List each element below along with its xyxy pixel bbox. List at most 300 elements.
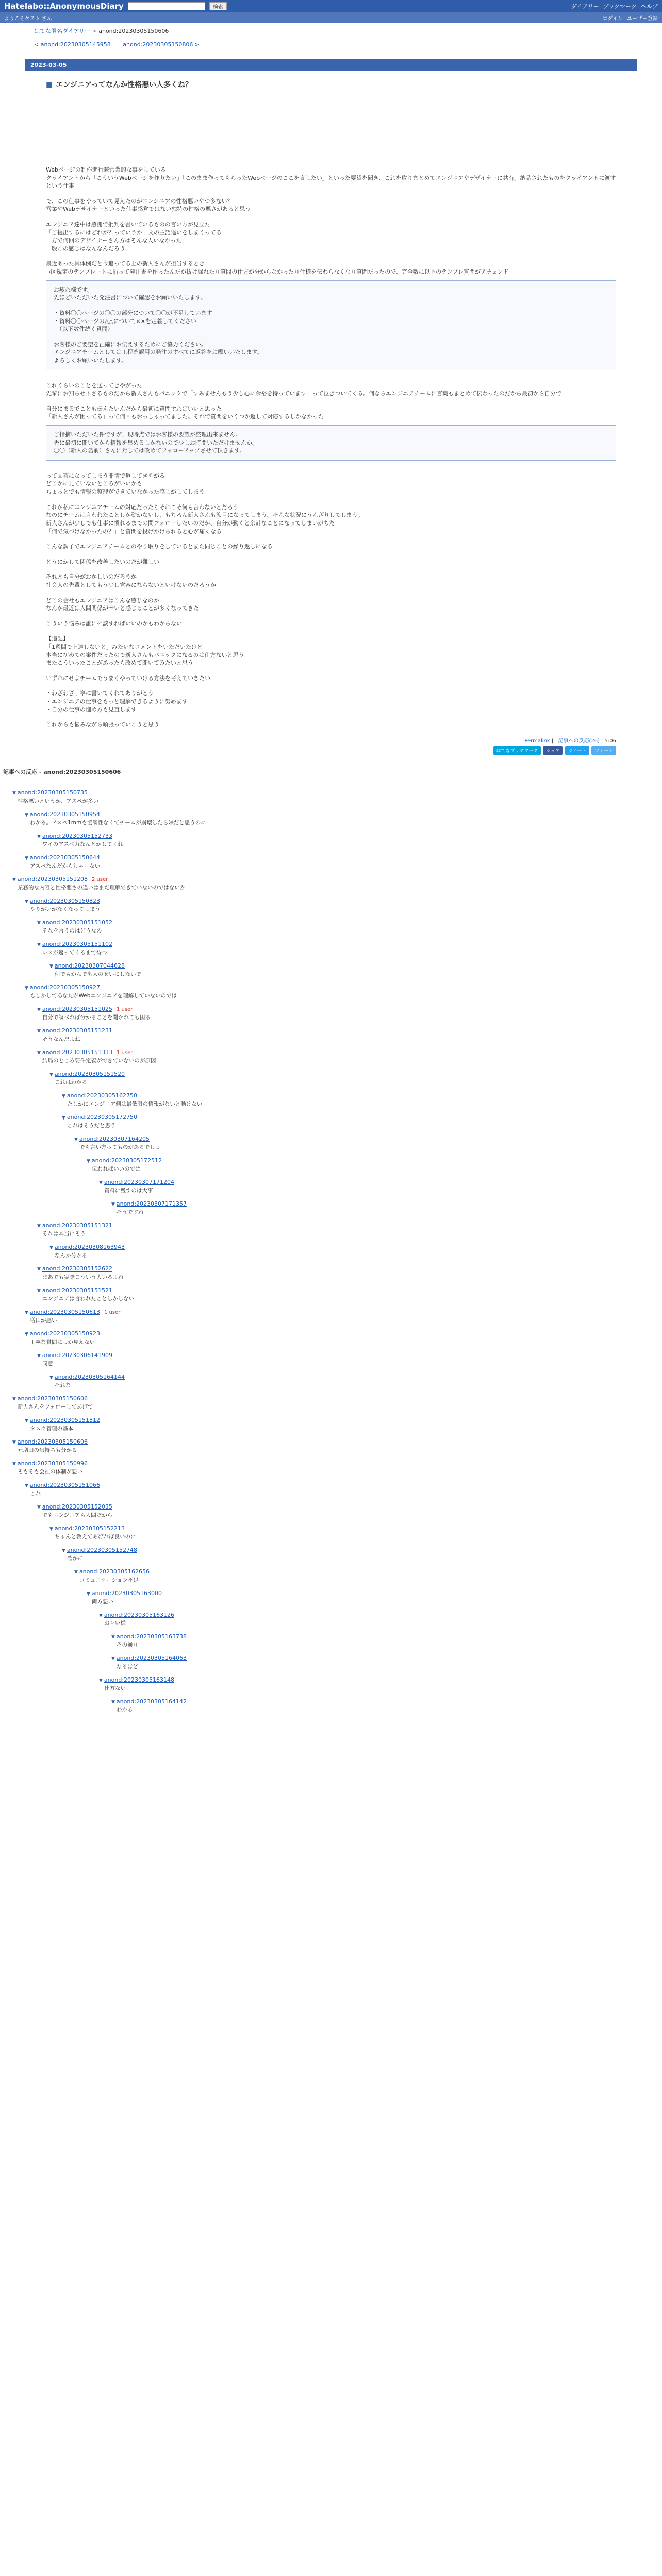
collapse-triangle-icon[interactable]: ▼ — [37, 834, 41, 839]
collapse-triangle-icon[interactable]: ▼ — [37, 942, 41, 947]
comment — [37, 1351, 659, 1368]
comment-link[interactable]: anond:20230305151066 — [29, 1481, 101, 1488]
site-logo[interactable]: Hatelabo::AnonymousDiary — [4, 2, 124, 11]
comment-link[interactable]: anond:20230305151231 — [42, 1027, 113, 1034]
comment-body: そもそも会社の体制が悪い — [18, 1468, 82, 1475]
comment-link[interactable]: anond:20230305150644 — [29, 854, 101, 861]
comment-header — [12, 1395, 659, 1403]
comment-link[interactable]: anond:20230305150927 — [29, 984, 101, 991]
comment-header — [37, 940, 659, 949]
entry-paragraph: 先輩にお知らせ下さるものだから新人さんもパニックで「すみませんもう少し心に余裕を持っています」って泣きついてくる。何ならエンジニアチームに言葉もまとめて伝わったのだから最初から自分で — [46, 390, 561, 397]
entry-paragraph — [46, 613, 616, 620]
entry-paragraph: ・エンジニアの仕事をもっと理解できるように努めます — [46, 698, 188, 705]
entry-paragraph: エンジニア達中は感謝で批判を書いているものの言い方が見立た — [46, 221, 210, 228]
entry-paragraph: 「1週間で上達しないと」みたいなコメントをいただいたけど — [46, 643, 203, 650]
comment-link[interactable]: anond:20230305164063 — [116, 1654, 187, 1662]
comment-link[interactable]: anond:20230305150923 — [29, 1330, 101, 1337]
comment-body: 同意 — [42, 1360, 53, 1367]
comment-link[interactable]: anond:20230305151333 — [42, 1048, 113, 1056]
comment-header — [62, 1546, 659, 1555]
collapse-triangle-icon[interactable]: ▼ — [49, 1375, 53, 1380]
global-header — [0, 0, 662, 12]
comment-header — [74, 1135, 659, 1144]
comment-body: そうなんだよね — [42, 1036, 80, 1042]
collapse-triangle-icon[interactable]: ▼ — [111, 1201, 115, 1207]
collapse-triangle-icon[interactable]: ▼ — [25, 1331, 28, 1337]
permalink[interactable]: Permalink — [524, 738, 550, 744]
entry-paragraph — [46, 551, 616, 558]
reactions-link[interactable]: 記事への反応(26) — [558, 738, 600, 744]
comment-header — [12, 875, 659, 884]
comment-body: なんか分かる — [55, 1252, 87, 1259]
comment-header — [25, 1481, 659, 1490]
entry-paragraph — [46, 213, 616, 221]
collapse-triangle-icon[interactable]: ▼ — [49, 1072, 53, 1077]
collapse-triangle-icon[interactable]: ▼ — [111, 1634, 115, 1640]
collapse-triangle-icon[interactable]: ▼ — [62, 1548, 65, 1553]
entry-paragraph: 最近あった具体例だと今追ってる上の新人さんが担当するとき — [46, 260, 205, 267]
comment — [111, 1200, 659, 1216]
comment-header — [111, 1654, 659, 1663]
comment-link[interactable]: anond:20230305150606 — [17, 1438, 88, 1445]
entry-title — [46, 79, 616, 90]
comment-header — [25, 984, 659, 992]
comment-body: ワイのアスペ力なんとかしてくれ — [42, 841, 123, 848]
entry-paragraph: どこかに見ていないところがいいかも — [46, 480, 142, 487]
comment-body: その通り — [117, 1641, 138, 1648]
entry-text — [46, 166, 616, 729]
comment-body: コミュニケーション不足 — [79, 1577, 139, 1583]
entry-paragraph: 自分にまるでことも伝えたいんだから最初に質問すればいいと思った — [46, 405, 222, 412]
entry-paragraph: →区規定のテンプレートに沿って発注書を作ったんだが抜け漏れたり質問の仕方が分からなかったり仕様を伝わらなくなり質問だったので、完全数に以下のテンプレ質問がアチェンド — [46, 268, 509, 276]
entry-paragraph: ちょっとでも情報の整理ができていなかった感じがしてしまう — [46, 488, 205, 496]
comment-body: 自分で調べれば分かることを聞かれても困る — [42, 1014, 151, 1021]
hatena-bookmark-button[interactable]: はてなブックマーク — [493, 746, 541, 755]
search-input[interactable] — [128, 2, 205, 10]
collapse-triangle-icon[interactable]: ▼ — [25, 855, 28, 861]
quote-line: エンジニアチームとしては工程確認用の発注のすべてに返答をお願いいたします。 — [54, 349, 263, 356]
comment — [49, 1070, 659, 1087]
entry-paragraph: って回答になってしまう非情で返してきやがる — [46, 472, 165, 479]
collapse-triangle-icon[interactable]: ▼ — [12, 1461, 16, 1467]
comment-body: 仕方ない — [104, 1685, 126, 1691]
comment-header — [37, 919, 659, 927]
collapse-triangle-icon[interactable]: ▼ — [25, 1483, 28, 1488]
comment-header — [37, 1286, 659, 1295]
entry-paragraph — [46, 667, 616, 674]
comment — [74, 1135, 659, 1151]
comment-body: 丁寧な質問にしか見えない — [30, 1338, 95, 1345]
comment-header — [87, 1157, 659, 1165]
comment-body: わかる — [117, 1706, 133, 1713]
collapse-triangle-icon[interactable]: ▼ — [49, 963, 53, 969]
comment — [99, 1178, 659, 1195]
tweet-button[interactable]: ツイート — [565, 746, 590, 755]
comment-body: まあでも実際こういう人いるよね — [42, 1274, 124, 1280]
collapse-triangle-icon[interactable]: ▼ — [25, 812, 28, 818]
comment-link[interactable]: anond:20230306141909 — [42, 1351, 113, 1359]
entry-paragraph: ・自分の仕事の進め方も見直します — [46, 706, 137, 713]
comment-header — [49, 1524, 659, 1533]
comment — [25, 984, 659, 1000]
comment-link[interactable]: anond:20230305151520 — [54, 1070, 125, 1077]
comment-link[interactable]: anond:20230305150996 — [17, 1460, 88, 1467]
collapse-triangle-icon[interactable]: ▼ — [74, 1569, 78, 1575]
entry-paragraph: こういう悩みは誰に相談すればいいのかもわからない — [46, 620, 182, 627]
comment-link[interactable]: anond:20230305152748 — [67, 1546, 138, 1553]
entry-paragraph: 一方で何回のデザイナーさん方はそんな人いなかった — [46, 237, 182, 244]
quote-line: ご指摘いただいた件ですが、現時点ではお客様の要望が整理出来ません。 — [54, 431, 241, 438]
comment-body: それは本当にそう — [42, 1230, 86, 1237]
collapse-triangle-icon[interactable]: ▼ — [62, 1093, 65, 1099]
comment-header — [37, 1005, 659, 1014]
bookmark-count-badge[interactable]: 2 user — [92, 876, 108, 883]
comment — [37, 1005, 659, 1022]
quote-line: お客様のご要望を正確にお伝えするためにご協力ください。 — [54, 341, 207, 348]
reactions-heading: 記事への反応 - anond:20230305150606 — [3, 768, 659, 778]
entry-paragraph: で、この仕事をやっていて見えたのがエンジニアの性格悪いやつ多ない？ — [46, 197, 233, 205]
bookmark-count-badge[interactable]: 1 user — [117, 1049, 133, 1056]
quote-line: （以下数件続く質問） — [54, 326, 113, 333]
comment — [25, 810, 659, 827]
tweet-button-2[interactable]: ツイート — [591, 746, 616, 755]
comment-header — [25, 1308, 659, 1317]
comment-header — [25, 810, 659, 819]
comment-link[interactable]: anond:20230305150823 — [29, 897, 101, 904]
comment — [37, 1027, 659, 1043]
collapse-triangle-icon[interactable]: ▼ — [49, 1526, 53, 1532]
comment — [62, 1092, 659, 1108]
entry-paragraph: 「ご提出するにはどれが？っていうか一文の主語違いをしまくってる — [46, 229, 222, 236]
entry-paragraph: これが私にエンジニアチームの対応だったらそれこそ何も言わないとだろう — [46, 503, 239, 511]
entry-paragraph — [46, 566, 616, 573]
collapse-triangle-icon[interactable]: ▼ — [37, 1223, 41, 1229]
sub-header — [0, 12, 662, 23]
comment-link[interactable]: anond:20230305150954 — [29, 810, 101, 818]
comment-link[interactable]: anond:20230305163000 — [91, 1589, 162, 1597]
entry — [25, 59, 637, 762]
quote-line — [54, 333, 608, 341]
comment-body: 伝わればいいのでは — [92, 1165, 141, 1172]
comment-link[interactable]: anond:20230305163738 — [116, 1633, 187, 1640]
comment-header — [111, 1633, 659, 1641]
collapse-triangle-icon[interactable]: ▼ — [99, 1613, 103, 1618]
quote-line — [54, 302, 608, 309]
comment-header — [99, 1611, 659, 1620]
pager — [0, 37, 662, 52]
comment-body: わかる。アスペ1mmも協調性なくてチームが崩壊したら嫌だと思うのに — [30, 819, 206, 826]
comment — [12, 1438, 659, 1454]
comment — [37, 832, 659, 849]
comment-header — [25, 1330, 659, 1338]
menu-bookmark[interactable]: ブックマーク — [603, 3, 637, 10]
entry-paragraph — [46, 496, 616, 503]
entry-paragraph: 「何で気づけなかったの？」と質問を投げかけられると心が痛くなる — [46, 528, 222, 535]
collapse-triangle-icon[interactable]: ▼ — [87, 1591, 90, 1597]
comment-link[interactable]: anond:20230305151025 — [42, 1005, 113, 1012]
entry-paragraph: こんな調子でエンジニアチームとのやり取りをしているとまた同じことの繰り返しになる — [46, 543, 273, 550]
bookmark-count-badge[interactable]: 1 user — [117, 1006, 133, 1012]
entry-paragraph: 営業やWebデザイナーといった仕事感覚ではない独特の性格の悪さがあると思う — [46, 206, 251, 213]
comment-link[interactable]: anond:20230305151321 — [42, 1222, 113, 1229]
comment-link[interactable]: anond:20230305172750 — [67, 1113, 138, 1121]
comment — [37, 919, 659, 935]
collapse-triangle-icon[interactable]: ▼ — [12, 877, 16, 883]
comment-link[interactable]: anond:20230307171357 — [116, 1200, 187, 1207]
entry-paragraph: それとも自分がおかしいのだろうか — [46, 573, 137, 581]
entry-paragraph: 一般この感じはなんなんだろう — [46, 245, 125, 252]
comment-link[interactable]: anond:20230305150613 — [29, 1308, 101, 1315]
entry-paragraph: これからも悩みながら頑張っていこうと思う — [46, 721, 159, 728]
collapse-triangle-icon[interactable]: ▼ — [37, 1028, 41, 1034]
entry-paragraph: ・わざわざ丁寧に書いてくれてありがとう — [46, 690, 154, 697]
comment — [99, 1611, 659, 1628]
quote-line: 先ほどいただいた発注書について確認をお願いいたします。 — [54, 294, 206, 301]
entry-paragraph: なんか最近は人間関係が辛いと感じることが多くなってきた — [46, 605, 199, 612]
comment-body: これ — [30, 1490, 41, 1497]
comment-body: それな — [55, 1382, 71, 1388]
comment — [25, 854, 659, 870]
comment-link[interactable]: anond:20230305152733 — [42, 832, 113, 839]
collapse-triangle-icon[interactable]: ▼ — [37, 1288, 41, 1294]
quote-line: 〇〇（新人の名前）さんに対しては改めてフォローアップさせて頂きます。 — [54, 447, 245, 454]
square-icon: ■ — [46, 81, 53, 89]
comment-body: でもエンジニアも人間だから — [42, 1512, 113, 1518]
next-entry-link[interactable]: anond:20230305150806 > — [123, 41, 200, 48]
comment — [87, 1589, 659, 1606]
comment — [49, 1524, 659, 1541]
comment-body: ちゃんと教えてあげれば良いのに — [55, 1533, 136, 1540]
entry-paragraph: 「新人さんが困ってる」って何回もおっしゃってました。それで質問をいくつか返して対応するしかなかった — [46, 413, 324, 420]
prev-entry-link[interactable]: < anond:20230305145958 — [34, 41, 111, 48]
comment — [37, 1286, 659, 1303]
entry-paragraph — [46, 589, 616, 597]
collapse-triangle-icon[interactable]: ▼ — [37, 1007, 41, 1012]
collapse-triangle-icon[interactable]: ▼ — [37, 1266, 41, 1272]
comment — [49, 1243, 659, 1260]
collapse-triangle-icon[interactable]: ▼ — [111, 1699, 115, 1705]
comment-body: でも言い方ってものがあるでしょ — [79, 1144, 161, 1150]
comment-link[interactable]: anond:20230307044628 — [54, 962, 125, 969]
comment-header — [12, 1438, 659, 1447]
share-buttons — [46, 746, 616, 755]
quote-line: 先に最初に聞いてから情報を集めるしかないので少しお時間いただけませんか。 — [54, 439, 258, 446]
collapse-triangle-icon[interactable]: ▼ — [37, 1353, 41, 1359]
comment-header — [25, 897, 659, 906]
comment-link[interactable]: anond:20230305162656 — [79, 1568, 150, 1575]
entry-paragraph: 新人さんが少しでも仕事に慣れるまでの間フォローしたいのだが、自分が動くと余計なことになってしまいがちだ — [46, 519, 335, 527]
comment-link[interactable]: anond:20230305151208 — [17, 875, 88, 883]
collapse-triangle-icon[interactable]: ▼ — [87, 1158, 90, 1164]
comment-header — [111, 1200, 659, 1209]
comment-link[interactable]: anond:20230305151521 — [42, 1286, 113, 1294]
entry-date: 2023-03-05 — [25, 60, 637, 71]
comment-body: 増田が悪い — [30, 1317, 57, 1324]
comment-body: 確かに — [67, 1555, 84, 1562]
entry-paragraph — [46, 252, 616, 260]
comment — [49, 962, 659, 978]
comment-link[interactable]: anond:20230305151102 — [42, 940, 113, 947]
comment-body: 元増田の気持ちも分かる — [18, 1447, 77, 1453]
comment — [25, 1308, 659, 1325]
collapse-triangle-icon[interactable]: ▼ — [49, 1245, 53, 1250]
comment-header — [37, 832, 659, 841]
comment-link[interactable]: anond:20230305163148 — [104, 1676, 175, 1683]
comment-link[interactable]: anond:20230305151812 — [29, 1416, 101, 1423]
comment-header — [49, 1070, 659, 1079]
comment-body: もしかしてあなたがWebエンジニアを理解していないのでは — [30, 992, 177, 999]
comment-header — [37, 1222, 659, 1230]
welcome-text: ようこそゲスト さん — [4, 15, 52, 22]
comment — [12, 789, 659, 805]
comment-link[interactable]: anond:20230305152035 — [42, 1503, 113, 1510]
entry-paragraph — [46, 190, 616, 197]
entry-paragraph: 本当に初めての案件だったので新人さんもパニックになるのは仕方ないと思う — [46, 651, 244, 658]
comment-header — [99, 1178, 659, 1187]
comment-link[interactable]: anond:20230307164205 — [79, 1135, 150, 1142]
comment — [25, 1481, 659, 1498]
collapse-triangle-icon[interactable]: ▼ — [99, 1677, 103, 1683]
comment-link[interactable]: anond:20230305152213 — [54, 1524, 125, 1532]
collapse-triangle-icon[interactable]: ▼ — [12, 1439, 16, 1445]
comment — [111, 1698, 659, 1714]
quote-line: よろしくお願いいたします。 — [54, 357, 127, 364]
comment-body: レスが返ってくるまで待つ — [42, 949, 107, 956]
comment — [99, 1676, 659, 1692]
collapse-triangle-icon[interactable]: ▼ — [111, 1656, 115, 1662]
comment — [12, 1395, 659, 1411]
entry-paragraph — [46, 398, 616, 405]
entry-paragraph: どこの会社もエンジニアはこんな感じなのか — [46, 597, 159, 604]
comment-header — [12, 1460, 659, 1468]
collapse-triangle-icon[interactable]: ▼ — [37, 1504, 41, 1510]
comment-link[interactable]: anond:20230305162750 — [67, 1092, 138, 1099]
collapse-triangle-icon[interactable]: ▼ — [99, 1180, 103, 1185]
comment — [37, 1265, 659, 1281]
comment-body: やりがいがなくなってしまう — [30, 906, 101, 912]
comment-body: 新人さんをフォローしてあげて — [18, 1403, 93, 1410]
collapse-triangle-icon[interactable]: ▼ — [62, 1115, 65, 1121]
comment-body: エンジニアは言われたことしかしない — [42, 1295, 135, 1302]
bookmark-count-badge[interactable]: 1 user — [104, 1309, 121, 1315]
comment-header — [37, 1503, 659, 1512]
collapse-triangle-icon[interactable]: ▼ — [25, 899, 28, 904]
menu-help[interactable]: ヘルプ — [641, 3, 658, 10]
comment — [87, 1157, 659, 1173]
comment-link[interactable]: anond:20230305150735 — [17, 789, 88, 796]
comment-header — [99, 1676, 659, 1685]
comment-header — [111, 1698, 659, 1706]
entry-title-text[interactable]: エンジニアってなんか性格悪い人多くね？ — [56, 81, 193, 89]
collapse-triangle-icon[interactable]: ▼ — [37, 920, 41, 926]
entry-paragraph: 【追記】 — [46, 635, 69, 642]
comment — [12, 1460, 659, 1476]
comment-body: そうですね — [117, 1209, 144, 1215]
comment — [62, 1113, 659, 1130]
comment-header — [37, 1265, 659, 1274]
entry-paragraph: 社会人の先輩としてもう少し寛容にならないといけないのだろうか — [46, 581, 216, 588]
quote-block-2 — [46, 425, 616, 461]
collapse-triangle-icon[interactable]: ▼ — [25, 1418, 28, 1423]
comment-link[interactable]: anond:20230308163943 — [54, 1243, 125, 1250]
comment — [12, 875, 659, 892]
quote-line: お疲れ様です。 — [54, 286, 93, 293]
comment-body: たしかにエンジニア側は最低限の情報がないと動けない — [67, 1100, 203, 1107]
comment-link[interactable]: anond:20230305163126 — [104, 1611, 175, 1618]
comment — [62, 1546, 659, 1563]
collapse-triangle-icon[interactable]: ▼ — [74, 1137, 78, 1142]
comment — [111, 1654, 659, 1671]
menu-diary[interactable]: ダイアリー — [571, 3, 599, 10]
breadcrumb-current: anond:20230305150606 — [98, 28, 169, 35]
collapse-triangle-icon[interactable]: ▼ — [12, 1396, 16, 1402]
comment-header — [37, 1048, 659, 1057]
comment-header — [37, 1351, 659, 1360]
comment — [74, 1568, 659, 1584]
comment-link[interactable]: anond:20230307171204 — [104, 1178, 175, 1185]
register-link[interactable]: ユーザー登録 — [627, 15, 658, 22]
comment-link[interactable]: anond:20230305164142 — [116, 1698, 187, 1705]
comment-header — [37, 1027, 659, 1036]
comment-body: これはそうだと思う — [67, 1122, 116, 1129]
comment — [111, 1633, 659, 1649]
comment — [25, 1330, 659, 1346]
breadcrumb: はてな匿名ダイアリー > anond:20230305150606 — [34, 28, 169, 35]
collapse-triangle-icon[interactable]: ▼ — [25, 985, 28, 991]
comment-body: 性格悪いというか、アスペが多い — [18, 798, 99, 804]
collapse-triangle-icon[interactable]: ▼ — [12, 790, 16, 796]
comment-body: なるほど — [117, 1663, 138, 1670]
quote-line: ・資料〇〇ページの〇〇の部分について〇〇が不足しています — [54, 309, 212, 316]
comment-header — [49, 1373, 659, 1382]
comment-body: これはわかる — [55, 1079, 87, 1086]
comment — [25, 897, 659, 913]
comment-header — [74, 1568, 659, 1577]
entry-time: 15:06 — [601, 738, 616, 744]
entry-paragraph: どうにかして関係を改善したいのだが難しい — [46, 558, 159, 565]
comment-link[interactable]: anond:20230305172512 — [91, 1157, 162, 1164]
comment-link[interactable]: anond:20230305164144 — [54, 1373, 125, 1380]
collapse-triangle-icon[interactable]: ▼ — [37, 1050, 41, 1056]
quote-line: ・資料〇〇ページの△△について××を定義してください — [54, 317, 196, 325]
comment-header — [25, 854, 659, 862]
comment-header — [62, 1092, 659, 1100]
comment-body: 業務的な内容と性格悪さの違いはまだ理解できていないのではないか — [18, 884, 186, 891]
comment — [25, 1416, 659, 1433]
entry-paragraph: Webページの制作進行兼営業的な事をしている — [46, 166, 166, 173]
comment-link[interactable]: anond:20230305152622 — [42, 1265, 113, 1272]
collapse-triangle-icon[interactable]: ▼ — [25, 1310, 28, 1315]
entry-paragraph: いずれにせよチームでうまくやっていける方法を考えていきたい — [46, 674, 210, 682]
comment-link[interactable]: anond:20230305151052 — [42, 919, 113, 926]
comment-body: アスペなんだからしゃーない — [30, 862, 101, 869]
comment-body: 何でもかんでも人のせいにしないで — [55, 971, 141, 977]
comment — [37, 1503, 659, 1519]
entry-paragraph: クライアントから「こういうWebページを作りたい」「このまま作ってもらったWebページのここを直したい」といった要望を聞き、これを取りまとめてエンジニアやデザイナーに共有。納品されたものをクライアントに渡すという仕事 — [46, 174, 616, 190]
entry-paragraph: またこういったことがあったら改めて聞いてみたいと思う — [46, 659, 193, 667]
comment — [49, 1373, 659, 1389]
facebook-share-button[interactable]: シェア — [543, 746, 563, 755]
comment-header — [49, 1243, 659, 1252]
search-button[interactable]: 検索 — [209, 2, 227, 10]
login-link[interactable]: ログイン — [602, 15, 623, 22]
comment-link[interactable]: anond:20230305150606 — [17, 1395, 88, 1402]
breadcrumb-home[interactable]: はてな匿名ダイアリー — [34, 28, 91, 35]
entry-paragraph: これくらいのことを送ってきやがった — [46, 382, 142, 389]
comment — [37, 940, 659, 957]
comment-header — [62, 1113, 659, 1122]
comment-header — [25, 1416, 659, 1425]
